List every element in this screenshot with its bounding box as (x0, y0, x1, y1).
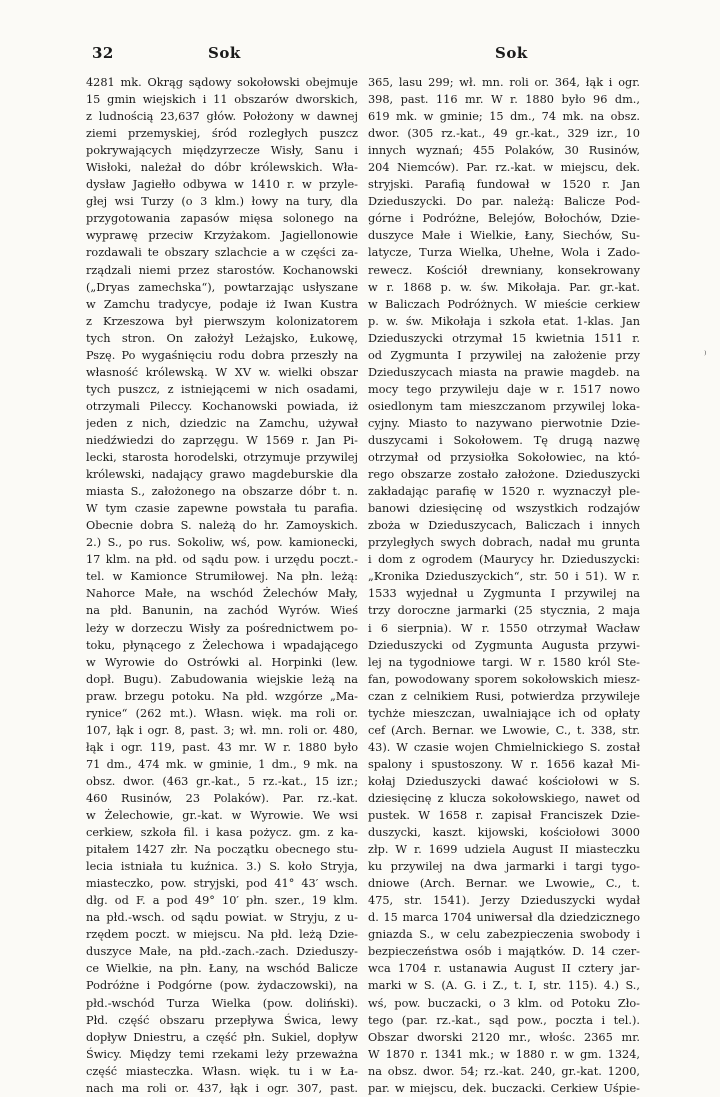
text-line: Podróżne i Podgórne (pow. żydaczowski), na (86, 979, 358, 993)
text-line: cerkiew, szkoła fil. i kasa pożycz. gm. z ka- (86, 826, 358, 840)
text-line: 398, past. 116 mr. W r. 1880 było 96 dm., (368, 93, 640, 107)
text-line: 365, lasu 299; wł. mn. roli or. 364, łąk i ogr. (368, 76, 640, 89)
text-line: złp. W r. 1699 udziela August II miasteczku (368, 843, 640, 857)
text-line: Dzieduszycki od Zygmunta Augusta przywi- (368, 638, 640, 652)
text-line: rewecz. Kościół drewniany, konsekrowany (368, 263, 640, 277)
text-line: jeden z nich, dziedzic na Zamchu, używał (86, 416, 358, 430)
text-line: ce Wielkie, na płn. Łany, na wschód Balicze (86, 962, 358, 976)
text-line: mocy tego przywileju daje w r. 1517 nowo (368, 382, 640, 396)
text-line: osiedlonym tam mieszczanom przywilej loka- (368, 399, 640, 413)
text-line: w Zamchu tradycye, podaje iż Iwan Kustra (86, 297, 358, 311)
text-line: ku przywilej na dwa jarmarki i targi tygo- (368, 860, 640, 874)
text-line: trzy doroczne jarmarki (25 stycznia, 2 maja (368, 604, 640, 618)
text-line: i 6 sierpnia). W r. 1550 otrzymał Wacław (368, 621, 640, 635)
text-line: tel. w Kamionce Strumiłowej. Na płn. leżą: (86, 570, 358, 584)
text-line: dopł. Bugu). Zabudowania wiejskie leżą na (86, 672, 358, 686)
text-line: d. 15 marca 1704 uniwersał dla dziedzicznego (368, 911, 640, 925)
text-line: 15 gmin wiejskich i 11 obszarów dworskich, (86, 93, 358, 107)
text-line: Wisłoki, należał do dóbr królewskich. Wła- (86, 161, 358, 175)
text-line: „Kronika Dzieduszyckich“, str. 50 i 51). W r. (368, 570, 640, 584)
text-line: od Zygmunta I przywilej na założenie przy (368, 348, 640, 362)
text-line: Pszę. Po wygaśnięciu rodu dobra przeszły na (86, 348, 358, 362)
text-line: miasta S., założonego na obszarze dóbr t. n. (86, 485, 358, 499)
text-line: 4281 mk. Okrąg sądowy sokołowski obejmuje (86, 76, 358, 89)
text-line: niedźwiedzi do zaprzęgu. W 1569 r. Jan Pi- (86, 433, 358, 447)
text-line: dysław Jagiełło odbywa w 1410 r. w przyle- (86, 178, 358, 192)
text-line: kołaj Dzieduszycki dawać kościołowi w S. (368, 774, 640, 788)
text-line: w Żelechowie, gr.-kat. w Wyrowie. We wsi (86, 809, 358, 823)
left-text-column (86, 74, 358, 1097)
text-line: duszyce Małe, na płd.-zach.-zach. Dzieduszy- (86, 945, 358, 959)
text-line: lej na tygodniowe targi. W r. 1580 król Ste- (368, 655, 640, 669)
text-line: Dzieduszycki otrzymał 15 kwietnia 1511 r. (368, 331, 640, 345)
text-line: gniazda S., w celu zabezpieczenia swobody i (368, 928, 640, 942)
text-line: Dzieduszycach miasta na prawie magdeb. na (368, 365, 640, 379)
text-line: dopływ Dniestru, a część płn. Sukiel, dopływ (86, 1030, 358, 1044)
text-line: i dom z ogrodem (Maurycy hr. Dzieduszycki: (368, 553, 640, 567)
text-line: w Wyrowie do Ostrówki al. Horpinki (lew. (86, 655, 358, 669)
text-line: nach ma roli or. 437, łąk i ogr. 307, past. (86, 1081, 358, 1095)
page-number: 32 (92, 44, 114, 62)
text-line: zboża w Dzieduszycach, Baliczach i innych (368, 519, 640, 533)
text-line: Dzieduszycki. Do par. należą: Balicze Pod- (368, 195, 640, 209)
text-line: cyjny. Miasto to nazywano pierwotnie Dzie- (368, 416, 640, 430)
text-line: obsz. dwor. (463 gr.-kat., 5 rz.-kat., 15 izr.; (86, 774, 358, 788)
text-line: latycze, Turza Wielka, Uhełne, Wola i Zado- (368, 246, 640, 260)
text-line: 1533 wyjednał u Zygmunta I przywilej na (368, 587, 640, 601)
text-line: 107, łąk i ogr. 8, past. 3; wł. mn. roli or. 480, (86, 723, 358, 737)
text-line: 17 klm. na płd. od sądu pow. i urzędu poczt.- (86, 553, 358, 567)
text-line: ziemi przemyskiej, śród rozległych puszcz (86, 127, 358, 141)
text-line: pitałem 1427 złr. Na początku obecnego stu- (86, 843, 358, 857)
text-line: spalony i spustoszony. W r. 1656 kazał Mi- (368, 757, 640, 771)
text-line: przyległych swych dobrach, nadał mu grunta (368, 536, 640, 550)
text-line: W 1870 r. 1341 mk.; w 1880 r. w gm. 1324, (368, 1047, 640, 1061)
text-line: 71 dm., 474 mk. w gminie, 1 dm., 9 mk. na (86, 757, 358, 771)
text-line: Obecnie dobra S. należą do hr. Zamoyskich. (86, 519, 358, 533)
text-line: 475, str. 1541). Jerzy Dzieduszycki wydał (368, 894, 640, 908)
text-line: toku, płynącego z Żelechowa i wpadającego (86, 638, 358, 652)
text-line: tychże mieszczan, uwalniające ich od opłaty (368, 706, 640, 720)
text-line: cef (Arch. Bernar. we Lwowie, C., t. 338, str. (368, 723, 640, 737)
text-line: pokrywających międzyrzecze Wisły, Sanu i (86, 144, 358, 158)
text-line: lecki, starosta horodelski, otrzymuje przywilej (86, 451, 358, 465)
text-line: duszycami i Sokołowem. Tę drugą nazwę (368, 433, 640, 447)
text-line: leży w dorzeczu Wisły za pośrednictwem po- (86, 621, 358, 635)
text-line: na obsz. dwor. 54; rz.-kat. 240, gr.-kat. 1200, (368, 1064, 640, 1078)
text-line: („Dryas zamechska“), powtarzając usłyszane (86, 280, 358, 294)
text-line: rzędem poczt. w miejscu. Na płd. leżą Dzie- (86, 928, 358, 942)
text-line: duszycki, kaszt. kijowski, kościołowi 3000 (368, 826, 640, 840)
text-line: tego (par. rz.-kat., sąd pow., poczta i tel.). (368, 1013, 640, 1027)
text-line: 43). W czasie wojen Chmielnickiego S. został (368, 740, 640, 754)
text-line: duszyce Małe i Wielkie, Łany, Siechów, Su- (368, 229, 640, 243)
text-line: otrzymali Pileccy. Kochanowski powiada, iż (86, 399, 358, 413)
text-line: łąk i ogr. 119, past. 43 mr. W r. 1880 było (86, 740, 358, 754)
text-line: par. w miejscu, dek. buczacki. Cerkiew Uśpie- (368, 1081, 640, 1095)
text-line: 460 Rusinów, 23 Polaków). Par. rz.-kat. (86, 791, 358, 805)
text-line: wca 1704 r. ustanawia August II cztery jar- (368, 962, 640, 976)
text-line: dniowe (Arch. Bernar. we Lwowie„ C., t. (368, 877, 640, 891)
text-line: 619 mk. w gminie; 15 dm., 74 mk. na obsz. (368, 110, 640, 124)
text-line: czan z celnikiem Rusi, potwierdza przywileje (368, 689, 640, 703)
text-line: część miasteczka. Własn. więk. tu i w Ła- (86, 1064, 358, 1078)
text-line: górne i Podróżne, Belejów, Bołochów, Dzie- (368, 212, 640, 226)
text-line: Płd. część obszaru przepływa Świca, lewy (86, 1013, 358, 1027)
text-line: przygotowania zapasów mięsa solonego na (86, 212, 358, 226)
text-line: wyprawę przeciw Krzyżakom. Jagiellonowie (86, 229, 358, 243)
running-head-right: Sok (495, 44, 528, 62)
text-line: rynice“ (262 mt.). Własn. więk. ma roli or. (86, 706, 358, 720)
text-line: dłg. od F. a pod 49° 10′ płn. szer., 19 klm. (86, 894, 358, 908)
text-line: 204 Niemców). Par. rz.-kat. w miejscu, dek. (368, 161, 640, 175)
text-line: bezpieczeństwa osób i majątków. D. 14 czer- (368, 945, 640, 959)
text-line: płd.-wschód Turza Wielka (pow. doliński). (86, 996, 358, 1010)
text-line: miasteczko, pow. stryjski, pod 41° 43′ wsch. (86, 877, 358, 891)
text-line: w r. 1868 p. w. św. Mikołaja. Par. gr.-kat. (368, 280, 640, 294)
text-line: marki w S. (A. G. i Z., t. I, str. 115). 4.) S., (368, 979, 640, 993)
text-line: z Krzeszowa był pierwszym kolonizatorem (86, 314, 358, 328)
text-line: w Baliczach Podróżnych. W mieście cerkiew (368, 297, 640, 311)
text-line: rozdawali te obszary szlachcie a w części za- (86, 246, 358, 260)
text-line: Nahorce Małe, na wschód Żelechów Mały, (86, 587, 358, 601)
text-line: banowi dziesięcinę od wszystkich rodzajów (368, 502, 640, 516)
text-line: rego obszarze zostało założone. Dzieduszycki (368, 468, 640, 482)
text-line: W tym czasie zapewne powstała tu parafia. (86, 502, 358, 516)
text-line: dwor. (305 rz.-kat., 49 gr.-kat., 329 izr., 10 (368, 127, 640, 141)
text-line: p. w. św. Mikołaja i szkoła etat. 1-klas. Jan (368, 314, 640, 328)
text-line: innych wyznań; 455 Polaków, 30 Rusinów, (368, 144, 640, 158)
text-line: głej wsi Turzy (o 3 klm.) łowy na tury, dla (86, 195, 358, 209)
text-line: praw. brzegu potoku. Na płd. wzgórze „Ma- (86, 689, 358, 703)
margin-mark: ⁾ (704, 350, 707, 361)
text-line: tych puszcz, z istniejącemi w nich osadami, (86, 382, 358, 396)
text-line: rządzali niemi przez starostów. Kochanowski (86, 263, 358, 277)
text-line: na płd.-wsch. od sądu powiat. w Stryju, z u- (86, 911, 358, 925)
text-line: tych stron. On założył Leżajsko, Łukowę, (86, 331, 358, 345)
text-line: otrzymał od przysiołka Sokołowiec, na któ- (368, 451, 640, 465)
text-line: pustek. W 1658 r. zapisał Franciszek Dzie- (368, 809, 640, 823)
text-line: Świcy. Między temi rzekami leży przeważna (86, 1047, 358, 1061)
text-line: zakładając parafię w 1520 r. wyznaczył ple- (368, 485, 640, 499)
text-line: na płd. Banunin, na zachód Wyrów. Wieś (86, 604, 358, 618)
text-line: własność królewską. W XV w. wielki obszar (86, 365, 358, 379)
text-line: z ludnością 23,637 głów. Położony w dawnej (86, 110, 358, 124)
text-line: 2.) S., po rus. Sokoliw, wś, pow. kamionecki, (86, 536, 358, 550)
right-text-column (368, 74, 640, 1097)
running-head-left: Sok (208, 44, 241, 62)
text-line: Obszar dworski 2120 mr., włośc. 2365 mr. (368, 1030, 640, 1044)
text-line: fan, powodowany sporem sokołowskich miesz- (368, 672, 640, 686)
text-line: dziesięcinę z klucza sokołowskiego, nawet od (368, 791, 640, 805)
text-line: wś, pow. buczacki, o 3 klm. od Potoku Zło- (368, 996, 640, 1010)
text-line: stryjski. Parafią fundował w 1520 r. Jan (368, 178, 640, 192)
text-line: lecia istniała tu kuźnica. 3.) S. koło Stryja, (86, 860, 358, 874)
text-line: królewski, nadający grawo magdeburskie dla (86, 468, 358, 482)
